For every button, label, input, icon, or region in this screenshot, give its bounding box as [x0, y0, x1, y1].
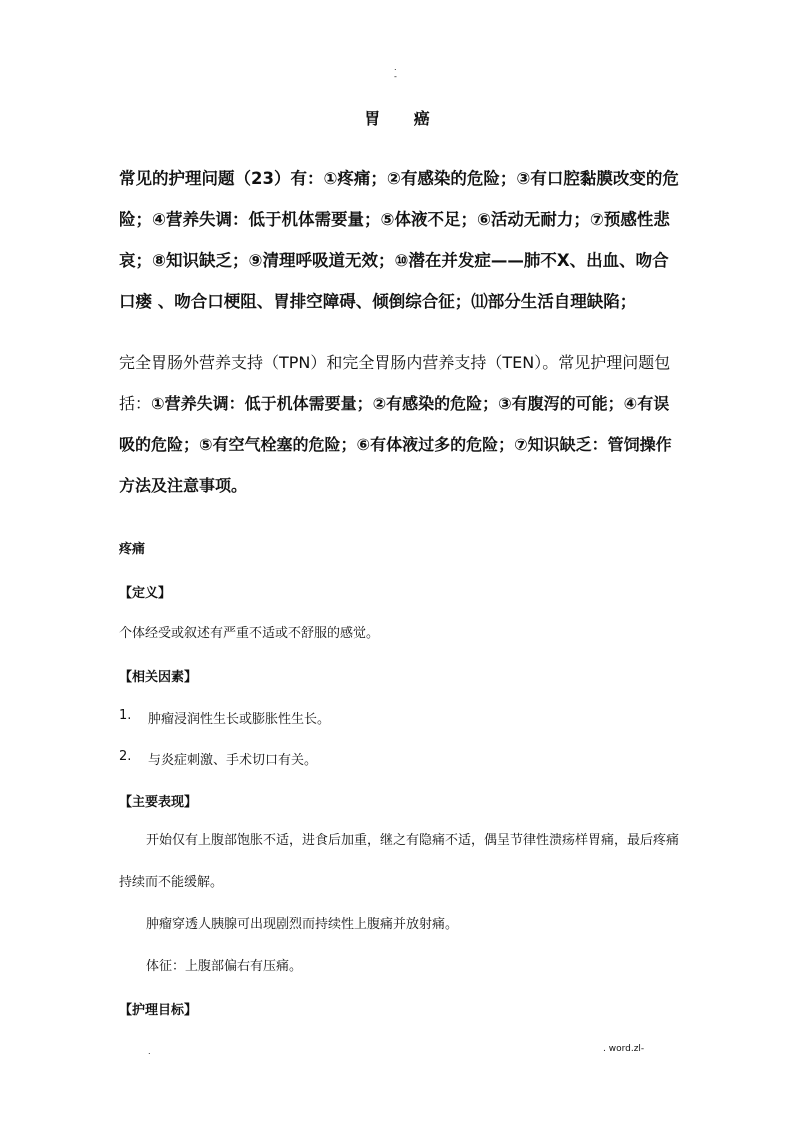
factor-number: 2. [119, 749, 132, 764]
header-mark-bottom: - [394, 72, 397, 81]
footer-left-mark: . [148, 1047, 151, 1056]
factors-label: 【相关因素】 [119, 670, 198, 685]
nutrition-lead-text: 完全胃肠外营养支持（TPN）和完全胃肠内营养支持（TEN）。常见护理问题包括： [119, 353, 671, 413]
nursing-problems-paragraph: 常见的护理问题（23）有：①疼痛；②有感染的危险；③有口腔黏膜改变的危险；④营养失调：低于机体需要量；⑤体液不足；⑥活动无耐力；⑦预感性悲哀；⑧知识缺乏；⑨清理呼吸道无效；⑩潜在并发症——肺不X、出血、吻合口瘘 、吻合口梗阻、胃排空障碍、倾倒综合征；⑾部分生活自理缺陷； [119, 169, 679, 311]
definition-text: 个体经受或叙述有严重不适或不舒服的感觉。 [119, 626, 380, 641]
factor-item: 与炎症刺激、手术切口有关。 [148, 753, 318, 768]
header-mark-top: . [394, 63, 397, 72]
manifestation-paragraph: 开始仅有上腹部饱胀不适，进食后加重，继之有隐痛不适，偶呈节律性溃疡样胃痛，最后疼痛持续而不能缓解。 [119, 833, 680, 890]
manifestations-label: 【主要表现】 [119, 795, 198, 810]
manifestation-paragraph: 肿瘤穿透人胰腺可出现剧烈而持续性上腹痛并放射痛。 [146, 917, 459, 932]
nutrition-problems-text: ①营养失调：低于机体需要量；②有感染的危险；③有腹泻的可能；④有误吸的危险；⑤有空气栓塞的危险；⑥有体液过多的危险；⑦知识缺乏：管饲操作方法及注意事项。 [119, 394, 672, 495]
factor-number: 1. [119, 708, 132, 723]
goals-label: 【护理目标】 [119, 1003, 198, 1018]
nutrition-support-paragraph [119, 342, 679, 506]
document-title: 胃 癌 [364, 109, 444, 128]
footer-watermark: . word.zl- [603, 1044, 645, 1054]
section-title-pain: 疼痛 [119, 542, 146, 557]
definition-label: 【定义】 [119, 586, 172, 601]
factor-item: 肿瘤浸润性生长或膨胀性生长。 [148, 712, 331, 727]
physical-sign-paragraph: 体征：上腹部偏右有压痛。 [146, 959, 303, 974]
